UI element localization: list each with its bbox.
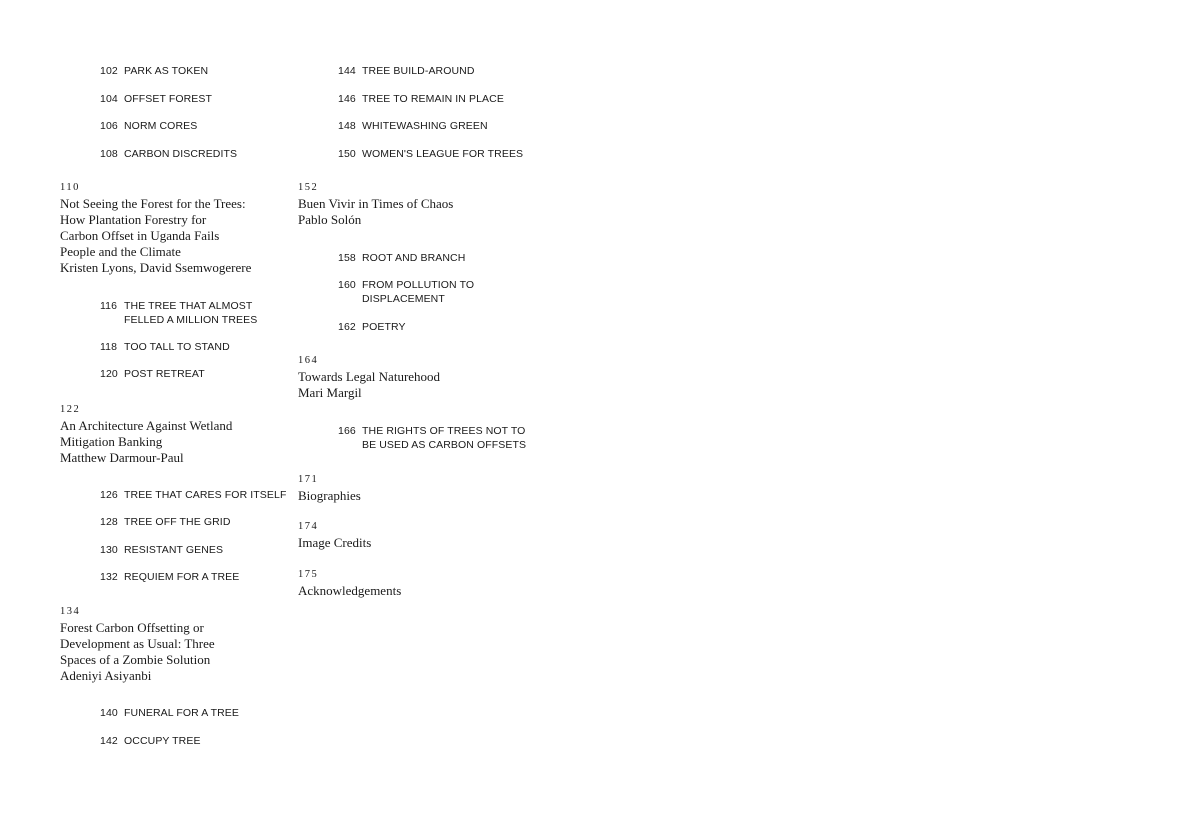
essay-title: Towards Legal Naturehood bbox=[298, 369, 441, 384]
toc-sub-entry bbox=[100, 147, 310, 161]
entry-title: OCCUPY TREE bbox=[124, 735, 201, 747]
toc-sub-entry bbox=[338, 251, 548, 265]
entry-title: TOO TALL TO STAND bbox=[124, 341, 230, 353]
page-number: 126 bbox=[100, 489, 118, 501]
entry-title: FUNERAL FOR A TREE bbox=[124, 707, 239, 719]
toc-backmatter-entry bbox=[298, 474, 538, 504]
page-number: 146 bbox=[338, 93, 356, 105]
page-number: 171 bbox=[298, 474, 319, 485]
entry-title: REQUIEM FOR A TREE bbox=[124, 571, 240, 583]
essay-title: An Architecture Against Wetland Mitigation Banking bbox=[60, 418, 233, 449]
essay-author: Mari Margil bbox=[298, 385, 362, 400]
toc-essay-entry bbox=[60, 182, 300, 276]
entry-title: POST RETREAT bbox=[124, 368, 205, 380]
toc-sub-entry bbox=[100, 92, 310, 106]
essay-author: Matthew Darmour-Paul bbox=[60, 450, 184, 465]
toc-column-right bbox=[298, 0, 538, 840]
page-number: 108 bbox=[100, 148, 118, 160]
page-number: 152 bbox=[298, 182, 319, 193]
toc-sub-entry bbox=[100, 570, 310, 584]
entry-title: RESISTANT GENES bbox=[124, 544, 224, 556]
toc-sub-entry bbox=[338, 424, 548, 452]
entry-title: CARBON DISCREDITS bbox=[124, 148, 238, 160]
toc-sub-entry bbox=[338, 119, 548, 133]
essay-author: Adeniyi Asiyanbi bbox=[60, 668, 152, 683]
toc-sub-entry bbox=[100, 119, 310, 133]
page-number: 174 bbox=[298, 521, 319, 532]
toc-sub-entry bbox=[338, 92, 548, 106]
toc-sub-entry bbox=[100, 515, 310, 529]
entry-title: ROOT AND BRANCH bbox=[362, 252, 466, 264]
page-number: 175 bbox=[298, 569, 319, 580]
essay-author: Pablo Solón bbox=[298, 212, 362, 227]
toc-essay-entry bbox=[298, 182, 538, 228]
toc-sub-entry bbox=[338, 278, 548, 306]
page-number: 128 bbox=[100, 516, 118, 528]
entry-title: WOMEN'S LEAGUE FOR TREES bbox=[362, 148, 524, 160]
toc-sub-entry bbox=[100, 299, 310, 327]
toc-sub-entry bbox=[100, 543, 310, 557]
section-title: Biographies bbox=[298, 488, 361, 503]
page-number: 162 bbox=[338, 321, 356, 333]
toc-sub-entry bbox=[100, 734, 310, 748]
entry-title: TREE OFF THE GRID bbox=[124, 516, 231, 528]
page-number: 130 bbox=[100, 544, 118, 556]
page-number: 116 bbox=[100, 300, 118, 312]
page-number: 150 bbox=[338, 148, 356, 160]
entry-title: THE RIGHTS OF TREES NOT TO BE USED AS CARBON OFFSETS bbox=[362, 425, 527, 451]
page-number: 164 bbox=[298, 355, 319, 366]
page-number: 142 bbox=[100, 735, 118, 747]
page-number: 120 bbox=[100, 368, 118, 380]
toc-essay-entry bbox=[298, 355, 538, 401]
page-number: 144 bbox=[338, 65, 356, 77]
page-number: 110 bbox=[60, 182, 80, 193]
toc-sub-entry bbox=[338, 320, 548, 334]
entry-title: POETRY bbox=[362, 321, 406, 333]
toc-essay-entry bbox=[60, 606, 300, 684]
entry-title: PARK AS TOKEN bbox=[124, 65, 209, 77]
entry-title: TREE BUILD-AROUND bbox=[362, 65, 475, 77]
toc-backmatter-entry bbox=[298, 521, 538, 551]
essay-title: Buen Vivir in Times of Chaos bbox=[298, 196, 454, 211]
toc-sub-entry bbox=[338, 64, 548, 78]
page-number: 160 bbox=[338, 279, 356, 291]
toc-essay-entry bbox=[60, 404, 300, 466]
entry-title: WHITEWASHING GREEN bbox=[362, 120, 488, 132]
toc-sub-entry bbox=[338, 147, 548, 161]
section-title: Acknowledgements bbox=[298, 583, 402, 598]
page-number: 132 bbox=[100, 571, 118, 583]
entry-title: THE TREE THAT ALMOST FELLED A MILLION TREES bbox=[124, 300, 258, 326]
page-number: 158 bbox=[338, 252, 356, 264]
toc-sub-entry bbox=[100, 706, 310, 720]
toc-sub-entry bbox=[100, 340, 310, 354]
entry-title: FROM POLLUTION TO DISPLACEMENT bbox=[362, 279, 475, 305]
toc-sub-entry bbox=[100, 488, 310, 502]
essay-author: Kristen Lyons, David Ssemwogerere bbox=[60, 260, 252, 275]
page-number: 134 bbox=[60, 606, 81, 617]
page-number: 140 bbox=[100, 707, 118, 719]
page-number: 104 bbox=[100, 93, 118, 105]
page-number: 118 bbox=[100, 341, 118, 353]
page-number: 166 bbox=[338, 425, 356, 437]
entry-title: TREE THAT CARES FOR ITSELF bbox=[124, 489, 287, 501]
toc-backmatter-entry bbox=[298, 569, 538, 599]
essay-title: Not Seeing the Forest for the Trees: How Plantation Forestry for Carbon Offset in Uganda Fails People and the Climate bbox=[60, 196, 246, 259]
page-number: 102 bbox=[100, 65, 118, 77]
toc-sub-entry bbox=[100, 367, 310, 381]
entry-title: OFFSET FOREST bbox=[124, 93, 213, 105]
page-number: 148 bbox=[338, 120, 356, 132]
page-number: 122 bbox=[60, 404, 81, 415]
page-number: 106 bbox=[100, 120, 118, 132]
toc-sub-entry bbox=[100, 64, 310, 78]
section-title: Image Credits bbox=[298, 535, 372, 550]
essay-title: Forest Carbon Offsetting or Development as Usual: Three Spaces of a Zombie Solution bbox=[60, 620, 215, 667]
toc-column-left bbox=[60, 0, 300, 840]
entry-title: NORM CORES bbox=[124, 120, 198, 132]
entry-title: TREE TO REMAIN IN PLACE bbox=[362, 93, 504, 105]
